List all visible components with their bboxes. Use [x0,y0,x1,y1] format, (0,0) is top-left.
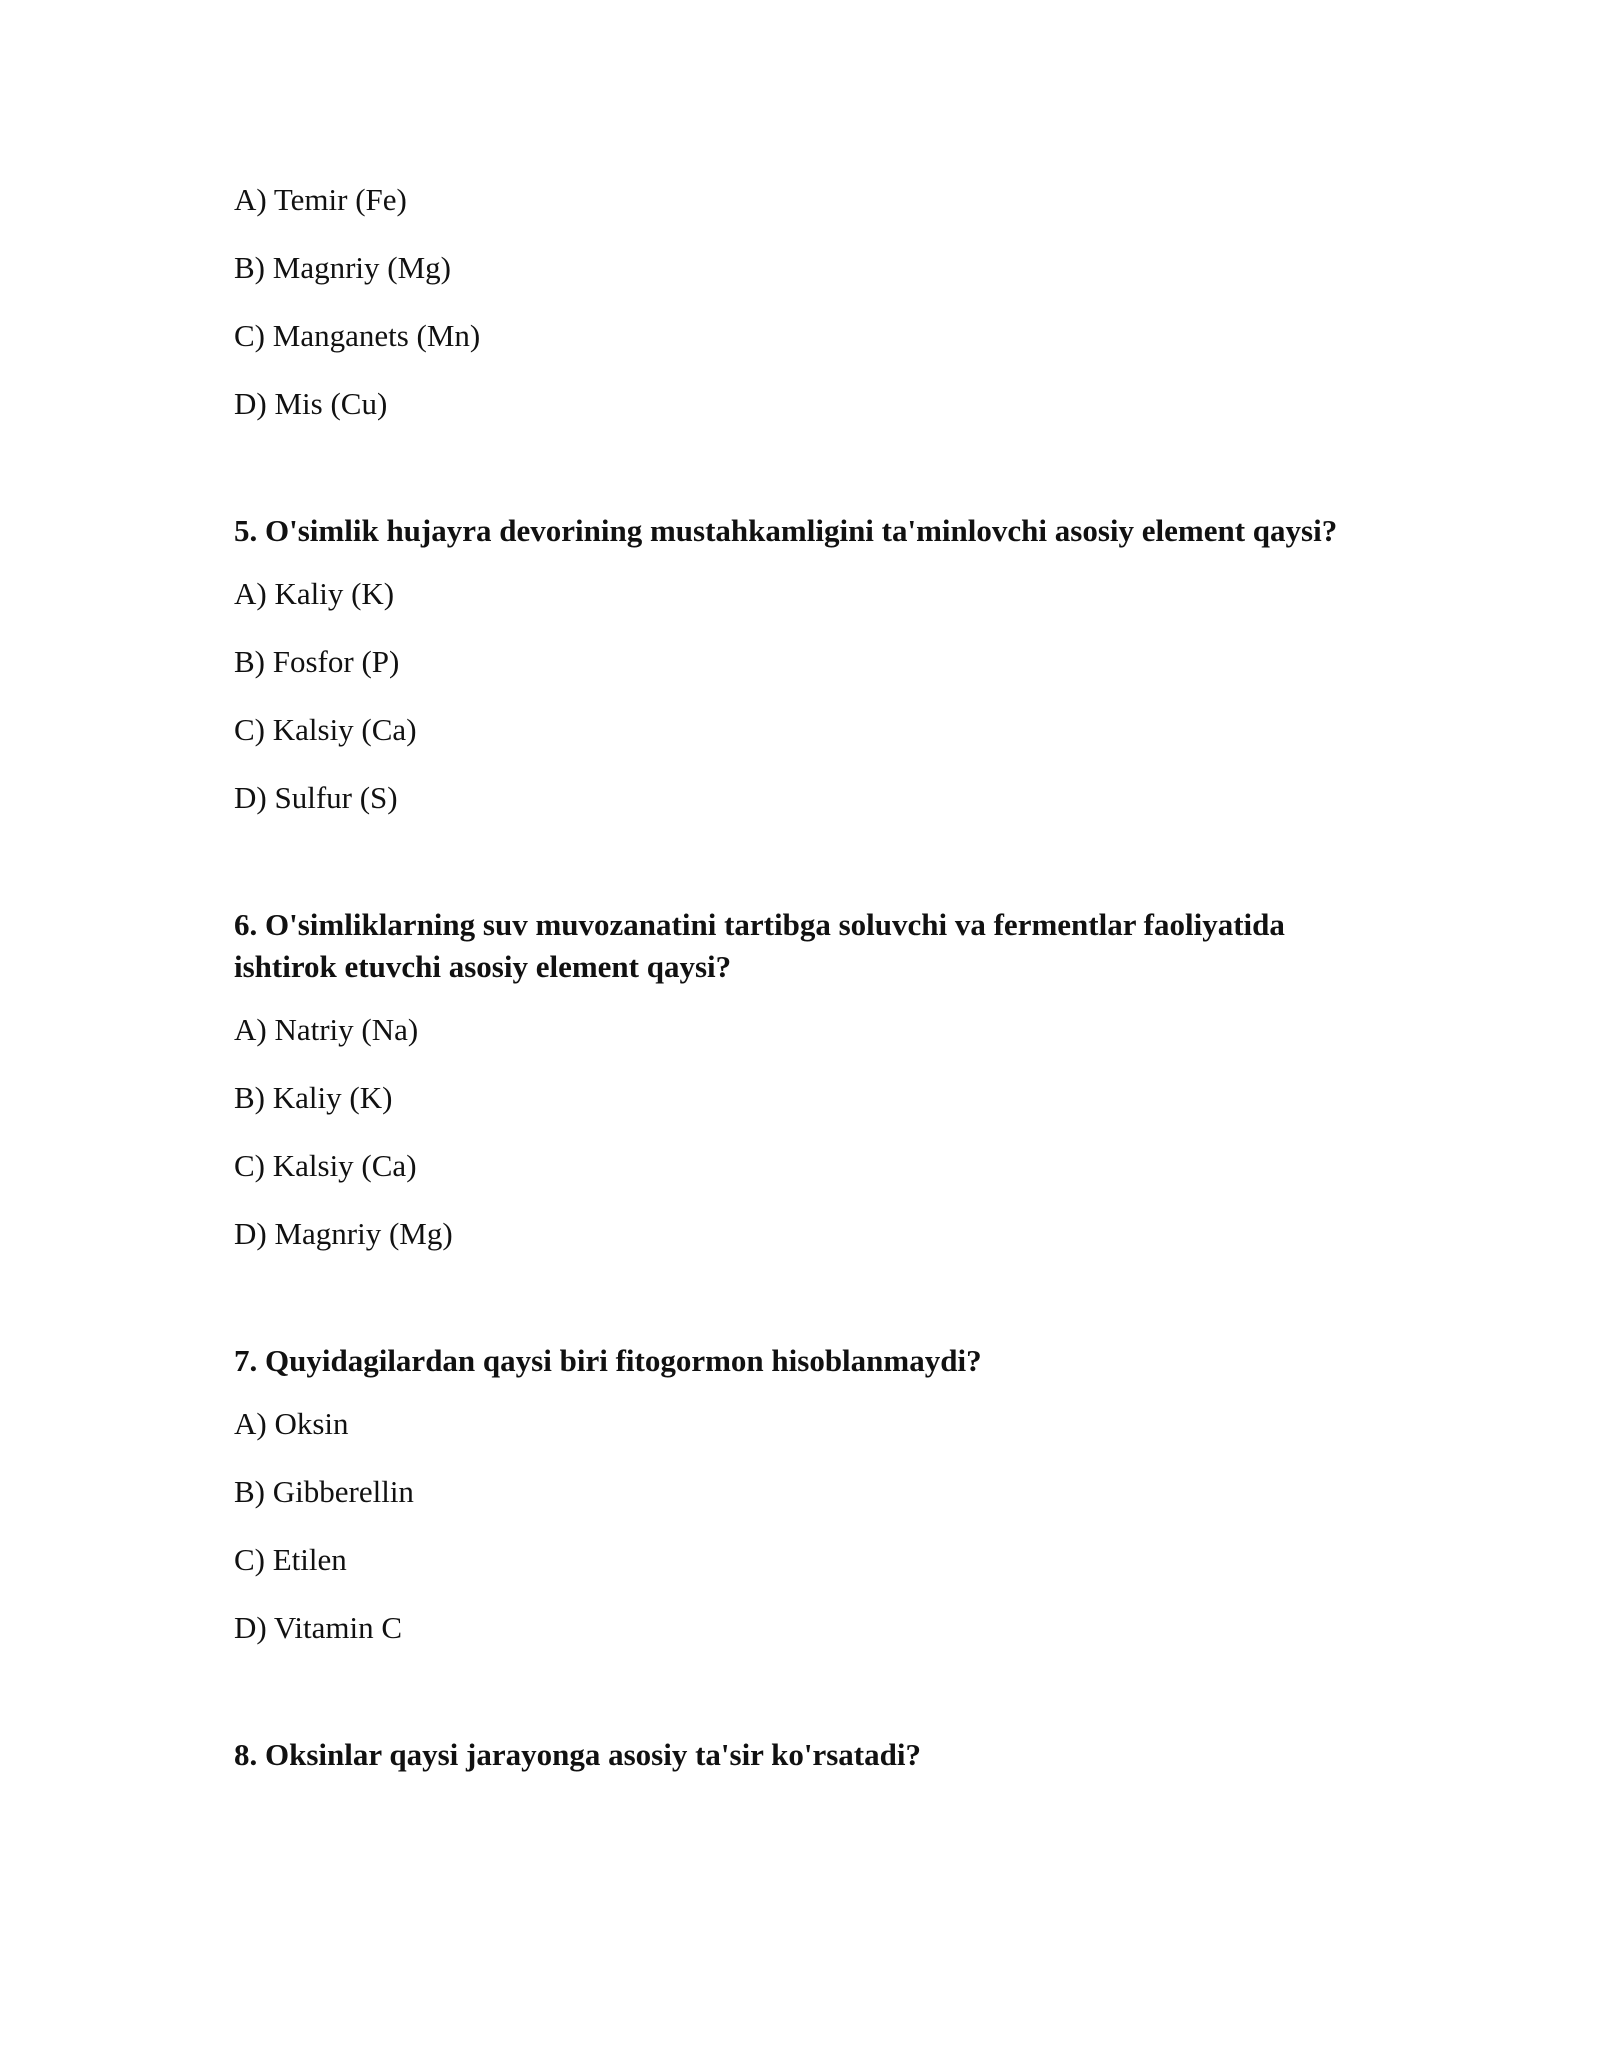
option-b: B) Gibberellin [234,1474,414,1509]
question-text: 7. Quyidagilardan qaysi biri fitogormon hisoblanmaydi? [234,1343,982,1378]
question-4-options [234,182,1374,422]
option-d: D) Mis (Cu) [234,386,388,421]
option-d: D) Magnriy (Mg) [234,1216,453,1251]
question-text: 5. O'simlik hujayra devorining mustahkamligini ta'minlovchi asosiy element qaysi? [234,513,1338,548]
option-c: C) Kalsiy (Ca) [234,1148,417,1183]
option-a: A) Oksin [234,1406,349,1441]
option-c: C) Kalsiy (Ca) [234,712,417,747]
option-a: A) Kaliy (K) [234,576,395,611]
option-b: B) Magnriy (Mg) [234,250,451,285]
option-a: A) Temir (Fe) [234,182,407,217]
question-7 [234,1340,1374,1646]
option-d: D) Vitamin C [234,1610,403,1645]
question-text: 6. O'simliklarning suv muvozanatini tartibga soluvchi va fermentlar faoliyatida ishtirok etuvchi asosiy element qaysi? [234,907,1285,984]
question-6 [234,904,1374,1252]
option-c: C) Manganets (Mn) [234,318,481,353]
question-8 [234,1734,1374,1776]
option-d: D) Sulfur (S) [234,780,398,815]
option-c: C) Etilen [234,1542,347,1577]
question-text: 8. Oksinlar qaysi jarayonga asosiy ta'sir ko'rsatadi? [234,1737,921,1772]
document-content [234,182,1374,1800]
option-a: A) Natriy (Na) [234,1012,419,1047]
option-b: B) Fosfor (P) [234,644,400,679]
question-5 [234,510,1374,816]
option-b: B) Kaliy (K) [234,1080,393,1115]
